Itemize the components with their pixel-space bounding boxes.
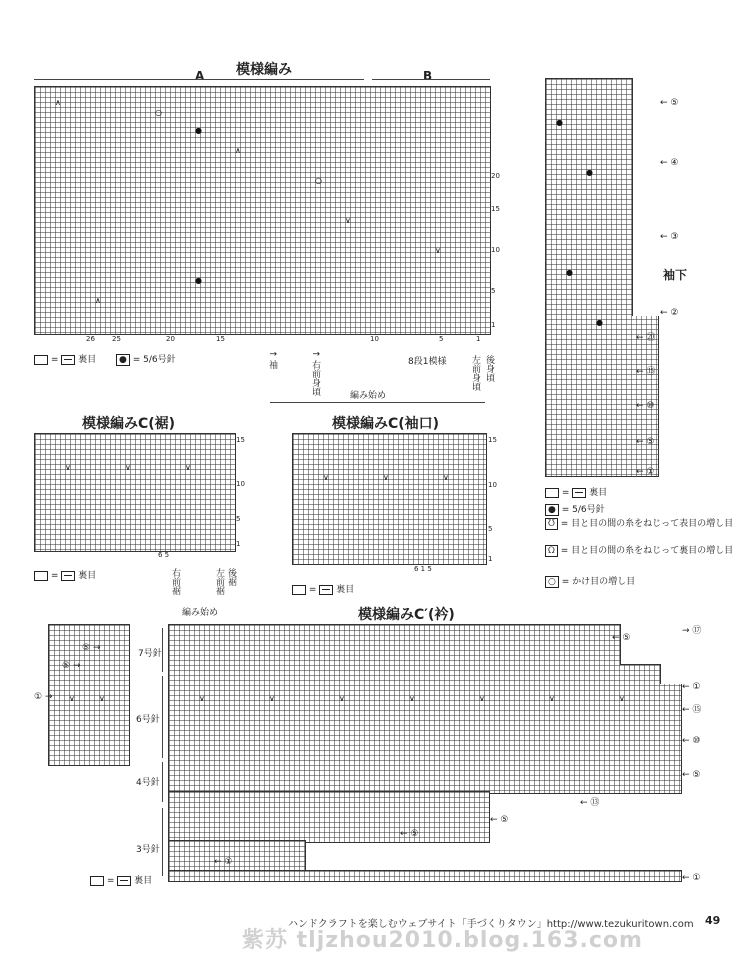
annot-sleeve-text: 袖: [267, 360, 277, 369]
collar-right-marker: ← ①: [682, 682, 701, 692]
col-number: 25: [112, 335, 121, 343]
row-number: 15: [236, 436, 245, 444]
knit-symbol: ●: [566, 268, 573, 277]
collar-right-marker: ← ⑮: [682, 705, 702, 715]
needle-7: 7号針: [138, 649, 162, 659]
annot-left-front-hem: 左前裾: [214, 568, 224, 595]
legend-purl: = 裏目: [90, 873, 152, 886]
knit-symbol: ∨: [345, 216, 351, 225]
collar-inner-marker: ← ⑤: [612, 633, 631, 643]
row-number: 20: [491, 172, 500, 180]
knit-symbol: ○: [155, 108, 162, 117]
row-number: 10: [488, 481, 497, 489]
knit-symbol: ∨: [383, 473, 389, 482]
knit-symbol: ∨: [199, 694, 205, 703]
knit-symbol: ∨: [269, 694, 275, 703]
col-number: 1: [476, 335, 481, 343]
collar-right-marker: ← ⑩: [682, 736, 701, 746]
legend-purl: = 裏目: [34, 568, 96, 581]
collar-inner-marker: ← ⑤: [490, 815, 509, 825]
sleeve-marker: ← ⑩: [636, 401, 655, 411]
sleeve-marker: ← ①: [636, 467, 655, 477]
legend-needle: ● = 5/6号針: [116, 352, 176, 365]
sleeve-marker: ← ②: [660, 308, 679, 318]
col-number: 15: [216, 335, 225, 343]
chart-b-label: B: [423, 69, 433, 83]
annot-right-front-hem: 右前裾: [170, 568, 180, 595]
col-number: 5: [439, 335, 444, 343]
sleeve-marker: ← ⑤: [636, 437, 655, 447]
sleeve-marker: ← ⑳: [636, 333, 656, 343]
chart-ab-title: 模様編み: [236, 62, 292, 78]
knit-symbol: ∨: [323, 473, 329, 482]
collar-left-marker: ⑤ →: [82, 643, 101, 653]
col-number: 20: [166, 335, 175, 343]
annot-sleeve: ↑: [267, 350, 277, 358]
legend-purl: = 裏目: [34, 352, 96, 365]
chart-c-hem-title: 模様編みC(裾): [82, 416, 176, 432]
sleeve-marker: ← ⑮: [636, 367, 656, 377]
needle-4: 4号針: [136, 778, 160, 788]
annot-8row: 8段1模様: [408, 357, 447, 367]
knit-symbol: ●: [195, 126, 202, 135]
collar-inner-marker: ← ⑬: [580, 798, 600, 808]
sleeve-marker: ← ⑤: [660, 98, 679, 108]
knit-symbol: ○: [315, 176, 322, 185]
chart-c-hem-grid: [34, 433, 236, 552]
knit-symbol: ∨: [125, 463, 131, 472]
legend-twist-knit: ᘮ = 目と目の間の糸をねじって表目の増し目: [545, 518, 745, 530]
annot-start-hem: 編み始め: [182, 608, 219, 618]
collar-title: 模様編みC′(衿): [358, 607, 455, 623]
knit-symbol: ∧: [55, 98, 61, 107]
knit-symbol: ●: [586, 168, 593, 177]
knit-symbol: ∨: [479, 694, 485, 703]
row-number: 15: [491, 205, 500, 213]
page-number: 49: [705, 914, 721, 927]
col-number: 6 1 5: [414, 565, 432, 573]
brace-a: [34, 79, 364, 80]
brace-start: [270, 402, 485, 403]
brace-b: [372, 79, 490, 80]
row-number: 15: [488, 436, 497, 444]
knit-symbol: ●: [195, 276, 202, 285]
legend-needle: ● = 5/6号針: [545, 502, 605, 515]
row-number: 10: [236, 480, 245, 488]
col-number: 26: [86, 335, 95, 343]
sleeve-marker: ← ④: [660, 158, 679, 168]
knit-symbol: ∨: [549, 694, 555, 703]
annot-right-front-text: 右前身頃: [310, 360, 320, 396]
knit-symbol: ∨: [65, 463, 71, 472]
legend-twist-purl: ᘯ = 目と目の間の糸をねじって裏目の増し目: [545, 545, 745, 557]
needle-3: 3号針: [136, 845, 160, 855]
row-number: 5: [488, 525, 493, 533]
sleeve-label: 袖下: [663, 268, 688, 282]
collar-bottom-grid: [168, 840, 306, 872]
knit-symbol: ∨: [339, 694, 345, 703]
knit-symbol: ●: [556, 118, 563, 127]
sleeve-marker: ← ③: [660, 232, 679, 242]
row-number: 1: [488, 555, 493, 563]
chart-c-cuff-title: 模様編みC(袖口): [332, 416, 440, 432]
collar-inner-marker: ← ①: [214, 857, 233, 867]
knit-symbol: ∨: [409, 694, 415, 703]
collar-inner-marker: ← ⑤: [400, 829, 419, 839]
collar-left-marker: ① →: [34, 692, 53, 702]
row-number: 10: [491, 246, 500, 254]
collar-right-marker: ← ⑤: [682, 770, 701, 780]
collar-right-marker: ← ①: [682, 873, 701, 883]
annot-back-hem: 後裾: [226, 568, 236, 586]
col-number: 6 5: [158, 551, 170, 559]
legend-purl: = 裏目: [545, 485, 607, 498]
chart-c-cuff-grid: [292, 433, 487, 565]
row-number: 1: [491, 321, 496, 329]
legend-yarnover: ○ = かけ目の増し目: [545, 574, 635, 587]
collar-main-grid: [168, 624, 682, 794]
knit-symbol: ∧: [235, 146, 241, 155]
row-number: 5: [491, 287, 496, 295]
knit-symbol: ∨: [69, 694, 75, 703]
knit-symbol: ∨: [435, 246, 441, 255]
annot-right-front: ↑: [310, 350, 320, 358]
chart-ab-grid: [34, 86, 491, 335]
watermark: 紫苏 tljzhou2010.blog.163.com: [242, 928, 643, 953]
col-number: 10: [370, 335, 379, 343]
knit-symbol: ●: [596, 318, 603, 327]
collar-base-row: [168, 870, 682, 882]
collar-left-marker: ⑤ →: [62, 661, 81, 671]
footer-text: ハンドクラフトを楽しむウェブサイト「手づくりタウン」http://www.tezukuritown.com: [288, 919, 694, 930]
knit-symbol: ∨: [99, 694, 105, 703]
knit-symbol: ∨: [185, 463, 191, 472]
row-number: 5: [236, 515, 241, 523]
row-number: 1: [236, 540, 241, 548]
annot-start: 編み始め: [350, 391, 387, 401]
collar-lower-grid: [168, 791, 490, 843]
knit-symbol: ∨: [619, 694, 625, 703]
chart-a-label: A: [195, 69, 205, 83]
needle-6: 6号針: [136, 715, 160, 725]
collar-right-marker: → ⑰: [682, 626, 702, 636]
knit-symbol: ∨: [443, 473, 449, 482]
annot-back-text: 後身頃: [484, 355, 494, 382]
knit-symbol: ∧: [95, 296, 101, 305]
annot-left-front-text: 左前身頃: [470, 355, 480, 391]
legend-purl: = 裏目: [292, 582, 354, 595]
